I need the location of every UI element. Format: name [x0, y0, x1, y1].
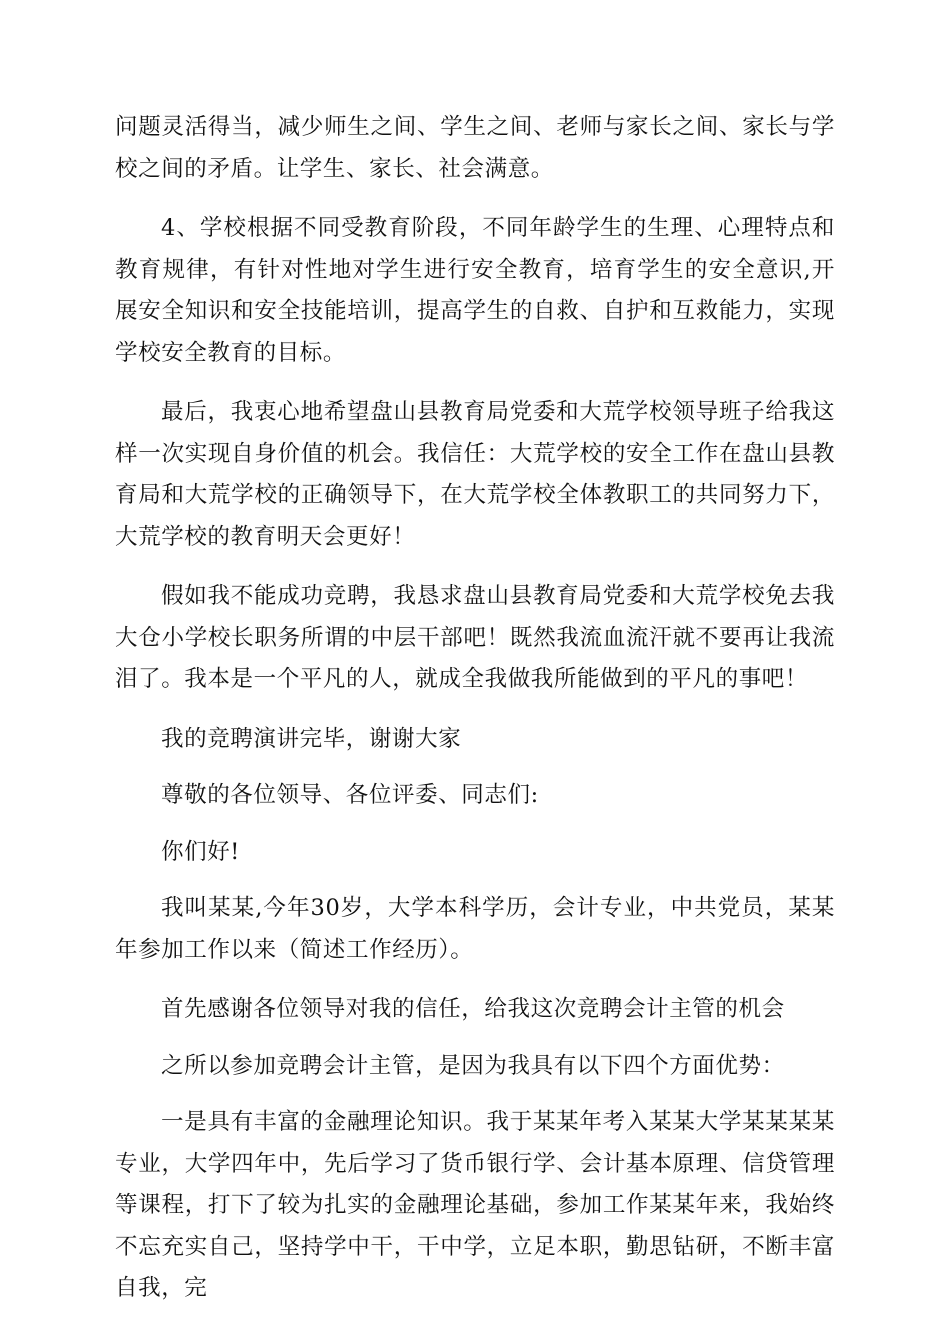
paragraph-9: 首先感谢各位领导对我的信任，给我这次竞聘会计主管的机会 [161, 996, 785, 1022]
paragraph-11: 一是具有丰富的金融理论知识。我于某某年考入某某大学某某某某专业，大学四年中，先后学习了货币银行学、会计基本原理、信贷管理等课程，打下了较为扎实的金融理论基础，参加工作某某年来，我始终不忘充实自己，坚持学中干，干中学，立足本职，勤思钻研，不断丰富自我，完 [115, 1109, 835, 1301]
paragraph-5: 我的竞聘演讲完毕，谢谢大家 [161, 725, 462, 752]
paragraph-2: 4、学校根据不同受教育阶段，不同年龄学生的生理、心理特点和教育规律，有针对性地对学生进行安全教育，培育学生的安全意识,开展安全知识和安全技能培训，提高学生的自救、自护和互救能力，实现学校安全教育的目标。 [115, 215, 835, 366]
document-body [115, 107, 835, 1328]
paragraph-6: 尊敬的各位领导、各位评委、同志们: [161, 782, 539, 808]
paragraph-1: 问题灵活得当，减少师生之间、学生之间、老师与家长之间、家长与学校之间的矛盾。让学生、家长、社会满意。 [115, 114, 835, 182]
paragraph-3: 最后，我衷心地希望盘山县教育局党委和大荒学校领导班子给我这样一次实现自身价值的机会。我信任：大荒学校的安全工作在盘山县教育局和大荒学校的正确领导下，在大荒学校全体教职工的共同努力下，大荒学校的教育明天会更好！ [115, 399, 835, 550]
paragraph-10: 之所以参加竞聘会计主管，是因为我具有以下四个方面优势： [161, 1052, 785, 1079]
paragraph-8: 我叫某某,今年30岁，大学本科学历，会计专业，中共党员，某某年参加工作以来（简述工作经历）。 [115, 895, 835, 963]
paragraph-4: 假如我不能成功竞聘，我恳求盘山县教育局党委和大荒学校免去我大仓小学校长职务所谓的中层干部吧！既然我流血流汗就不要再让我流泪了。我本是一个平凡的人，就成全我做我所能做到的平凡的事吧！ [115, 583, 835, 692]
paragraph-7: 你们好! [161, 838, 240, 865]
